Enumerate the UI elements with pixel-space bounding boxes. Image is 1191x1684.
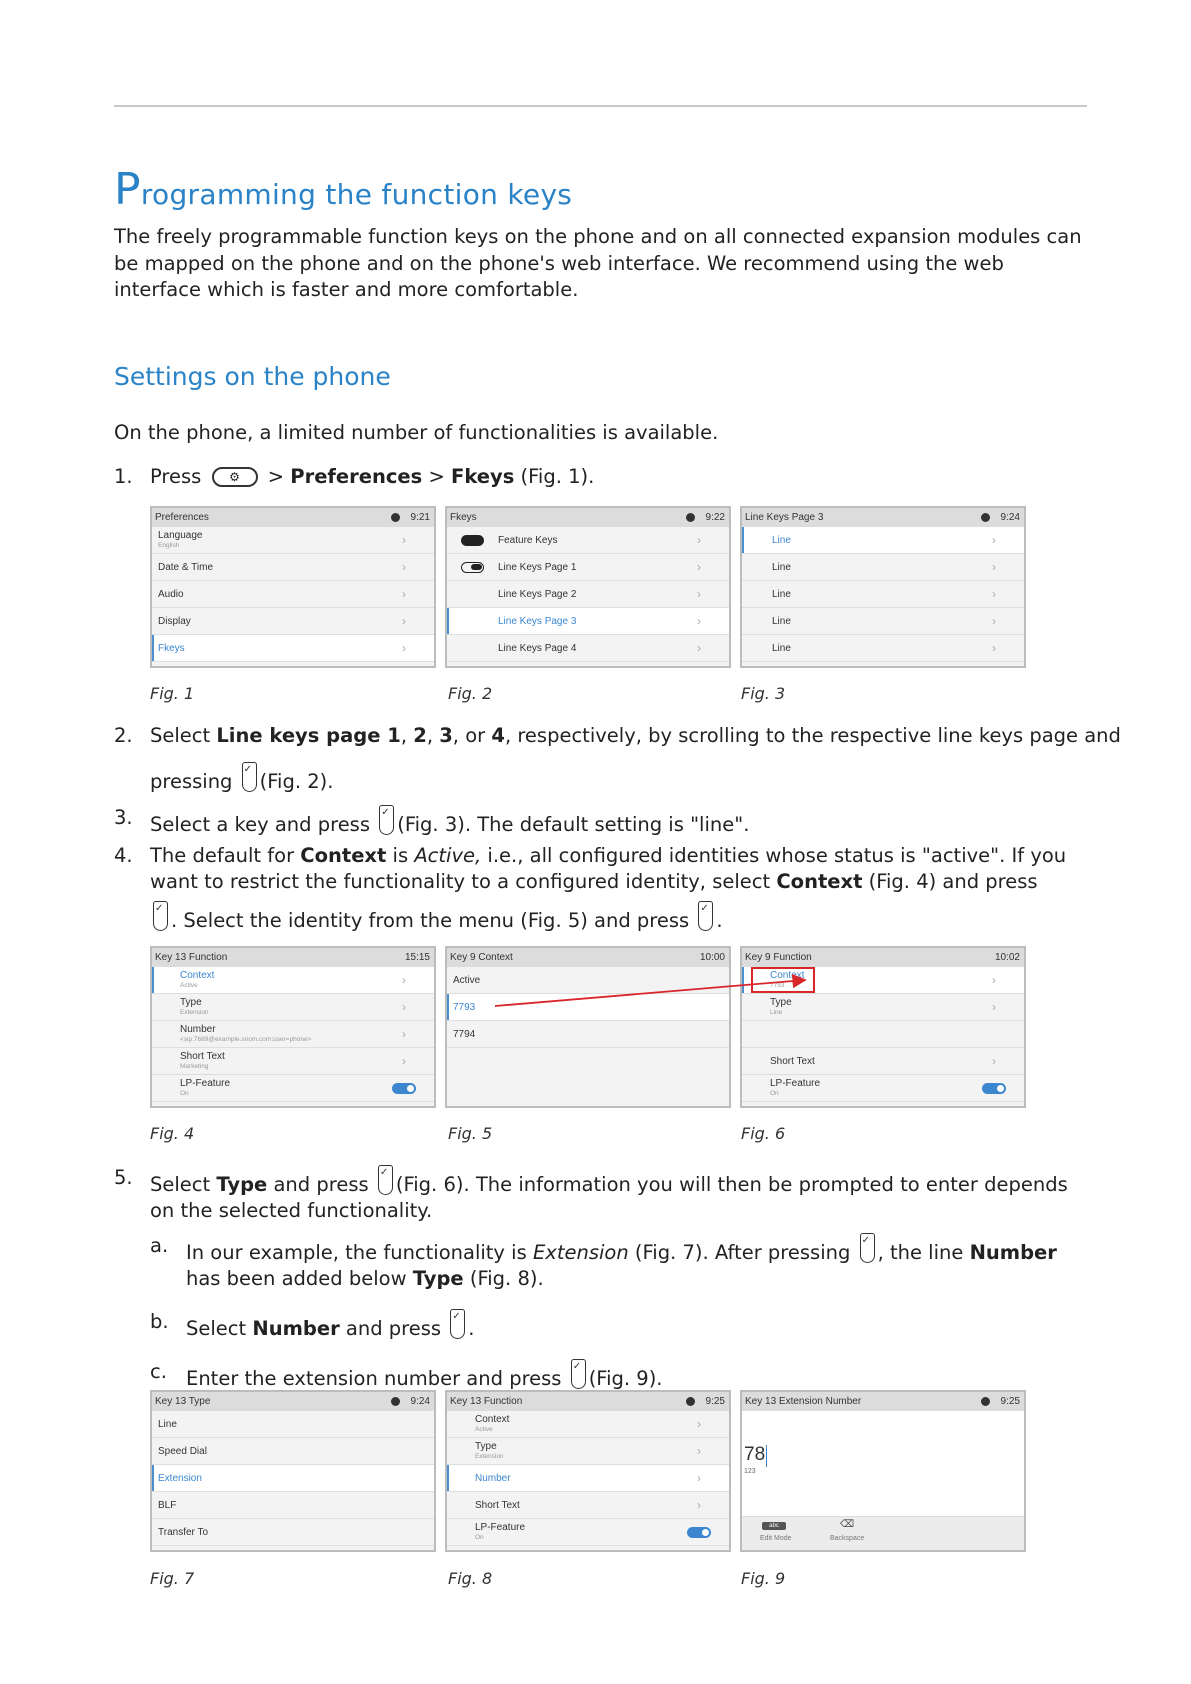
ok-key-icon <box>571 1359 586 1389</box>
section-intro: On the phone, a limited number of functionalities is available. <box>114 421 719 444</box>
settings-key-icon: ⚙ <box>212 467 258 487</box>
figure-caption: Fig. 4 <box>150 1124 195 1143</box>
chevron-right-icon: › <box>402 1027 406 1041</box>
step-number: a. <box>150 1234 169 1257</box>
figure-caption: Fig. 7 <box>150 1569 195 1588</box>
ok-key-icon <box>378 1165 393 1195</box>
chevron-right-icon: › <box>697 1417 701 1431</box>
section-title: Settings on the phone <box>114 362 391 391</box>
chevron-right-icon: › <box>992 560 996 574</box>
chevron-right-icon: › <box>697 1471 701 1485</box>
chevron-right-icon: › <box>402 1000 406 1014</box>
chevron-right-icon: › <box>992 641 996 655</box>
chevron-right-icon: › <box>992 1054 996 1068</box>
figure-caption: Fig. 1 <box>150 684 195 703</box>
softkey-edit-mode[interactable]: Edit Mode <box>760 1535 792 1542</box>
figure-caption: Fig. 3 <box>741 684 786 703</box>
step-number: 3. <box>114 806 133 829</box>
step-c: Enter the extension number and press ✓ (Fig. 9). <box>186 1359 663 1392</box>
chevron-right-icon: › <box>402 533 406 547</box>
step-a: In our example, the functionality is Extension (Fig. 7). After pressing ✓ , the line Number has been added below Type (Fig. 8). <box>186 1233 1086 1292</box>
step-number: b. <box>150 1310 169 1333</box>
chevron-right-icon: › <box>402 614 406 628</box>
chevron-right-icon: › <box>992 533 996 547</box>
screen-key-9-function: Key 9 Function 10:02 Context 7793 › Type Line › Short Text › LP-Feature On <box>740 946 1026 1108</box>
figure-caption: Fig. 9 <box>741 1569 786 1588</box>
page-title: Programming the function keys <box>114 164 573 215</box>
text-cursor <box>766 1445 767 1467</box>
figure-caption: Fig. 6 <box>741 1124 786 1143</box>
toggle-switch <box>687 1527 711 1538</box>
step-number: 1. <box>114 465 133 488</box>
ok-key-icon <box>450 1309 465 1339</box>
step-number: 2. <box>114 724 133 747</box>
figure-caption: Fig. 5 <box>448 1124 493 1143</box>
figure-caption: Fig. 8 <box>448 1569 493 1588</box>
step-b: Select Number and press ✓ . <box>186 1309 474 1342</box>
screen-key-13-type: Key 13 Type 9:24 Line Speed Dial Extension BLF Transfer To <box>150 1390 436 1552</box>
figure-caption: Fig. 2 <box>448 684 493 703</box>
clock-icon <box>686 1397 695 1406</box>
intro-paragraph: The freely programmable function keys on the phone and on all connected expansion modules can be mapped on the phone and on the phone's web interface. We recommend using the web interface which is faster and more comfortable. <box>114 225 1082 301</box>
chevron-right-icon: › <box>697 587 701 601</box>
step-number: 5. <box>114 1166 133 1189</box>
screen-line-keys-page-3: Line Keys Page 3 9:24 Line › Line › Line › Line › Line › <box>740 506 1026 668</box>
step-2-cont: pressing ✓ (Fig. 2). <box>150 762 333 795</box>
chevron-right-icon: › <box>402 1054 406 1068</box>
input-mode: 123 <box>744 1468 756 1475</box>
screen-key-13-extension-number: Key 13 Extension Number 9:25 78 123 abc Edit Mode ⌫ Backspace <box>740 1390 1026 1552</box>
step-1: Press ⚙ > Preferences > Fkeys (Fig. 1). <box>150 465 595 488</box>
chevron-right-icon: › <box>992 614 996 628</box>
chevron-right-icon: › <box>697 1498 701 1512</box>
screen-fkeys: Fkeys 9:22 Feature Keys › Line Keys Page 1 › Line Keys Page 2 › Line Keys Page 3 › Line Keys Page 4 › <box>445 506 731 668</box>
step-5: Select Type and press ✓ (Fig. 6). The information you will then be prompted to enter depends on the selected functionality. <box>150 1165 1085 1224</box>
chevron-right-icon: › <box>697 641 701 655</box>
step-number: c. <box>150 1360 167 1383</box>
step-4: The default for Context is Active, i.e., all configured identities whose status is "active". If you want to restrict the functionality to a configured identity, select Context (Fig. 4) and press <box>150 844 1067 893</box>
step-3: Select a key and press ✓ (Fig. 3). The default setting is "line". <box>150 805 749 838</box>
chevron-right-icon: › <box>992 973 996 987</box>
chevron-right-icon: › <box>992 1000 996 1014</box>
screen-key-13-function: Key 13 Function 15:15 Context Active › Type Extension › Number <sip:7689@example.snom.com;user=phone> › Short Text Marketing › LP-Feature On <box>150 946 436 1108</box>
clock-icon <box>391 1397 400 1406</box>
screen-preferences: Preferences 9:21 Language English › Date & Time › Audio › Display › Fkeys › <box>150 506 436 668</box>
step-4-cont: ✓. Select the identity from the menu (Fig. 5) and press ✓ . <box>150 901 723 934</box>
chevron-right-icon: › <box>402 587 406 601</box>
backspace-icon: ⌫ <box>840 1519 855 1530</box>
ok-key-icon <box>860 1233 875 1263</box>
screen-key-13-function-number: Key 13 Function 9:25 Context Active › Type Extension › Number › Short Text › LP-Feature On <box>445 1390 731 1552</box>
chevron-right-icon: › <box>697 533 701 547</box>
clock-icon <box>981 1397 990 1406</box>
chevron-right-icon: › <box>697 1444 701 1458</box>
extension-number-input[interactable]: 78 <box>744 1444 766 1465</box>
chevron-right-icon: › <box>697 560 701 574</box>
softkey-backspace[interactable]: Backspace <box>830 1535 865 1542</box>
step-2: Select Line keys page 1, 2, 3, or 4, respectively, by scrolling to the respective line keys page and <box>150 724 1121 747</box>
chevron-right-icon: › <box>402 973 406 987</box>
screen-key-9-context: Key 9 Context 10:00 Active 7793 7794 <box>445 946 731 1108</box>
edit-mode-icon: abc <box>762 1522 786 1530</box>
chevron-right-icon: › <box>402 641 406 655</box>
chevron-right-icon: › <box>402 560 406 574</box>
chevron-right-icon: › <box>697 614 701 628</box>
step-number: 4. <box>114 844 133 867</box>
chevron-right-icon: › <box>992 587 996 601</box>
